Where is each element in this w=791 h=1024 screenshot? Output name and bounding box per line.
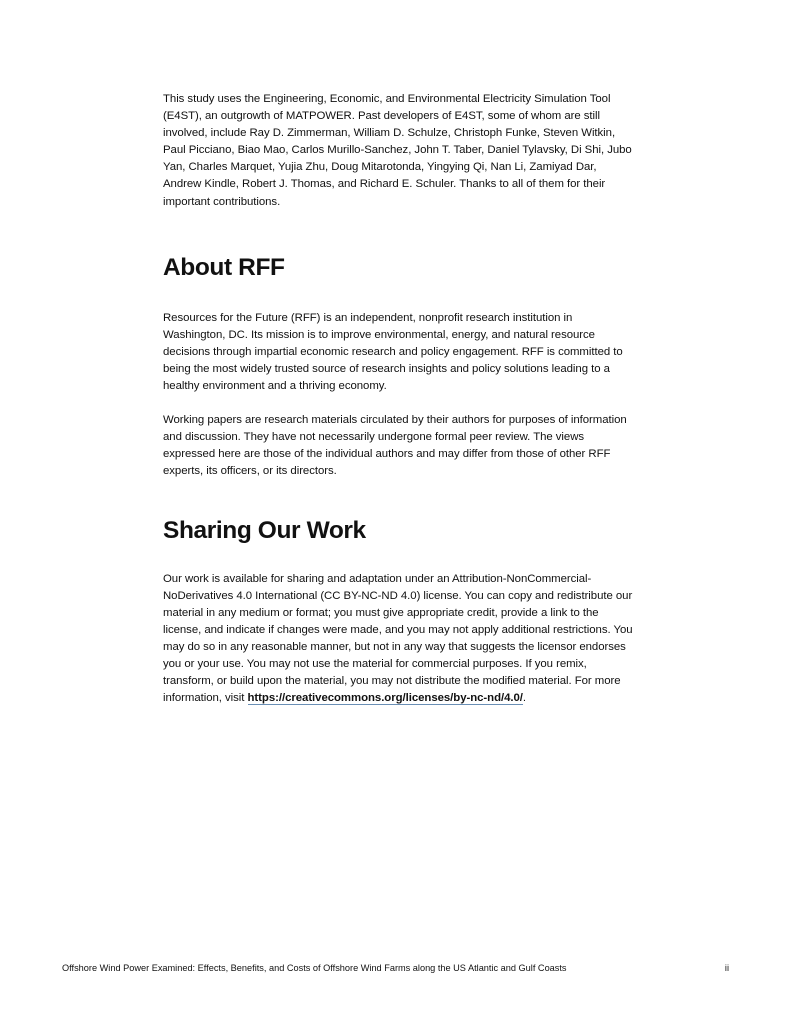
about-paragraph-1: Resources for the Future (RFF) is an independent, nonprofit research institution in Washington, DC. Its mission is to improve environmental, energy, and natural resource decisions through impartial economic research and policy engagement. RFF is committed to being the most widely trusted source of research insights and policy solutions leading to a healthy environment and a thriving economy. (163, 311, 623, 393)
sharing-paragraph (163, 571, 633, 708)
page-number: ii (724, 963, 729, 973)
intro-paragraph: This study uses the Engineering, Economic, and Environmental Electricity Simulation Tool (E4ST), an outgrowth of MATPOWER. Past developers of E4ST, some of whom are still involved, include Ray D. Zimmerman, William D. Schulze, Christoph Funke, Steven Witkin, Paul Picciano, Biao Mao, Carlos Murillo-Sanchez, John T. Taber, Daniel Tylavsky, Di Shi, Jubo Yan, Charles Marquet, Yujia Zhu, Doug Mitarotonda, Yingying Qi, Nan Li, Zamiyad Dar, Andrew Kindle, Robert J. Thomas, and Richard E. Schuler. Thanks to all of them for their important contributions. (163, 93, 632, 208)
about-rff-heading: About RFF (163, 253, 285, 281)
about-paragraph-2: Working papers are research materials circulated by their authors for purposes of information and discussion. They have not necessarily undergone formal peer review. The views expressed here are those of the individual authors and may differ from those of other RFF experts, its officers, or its directors. (163, 414, 627, 478)
sharing-heading: Sharing Our Work (163, 516, 366, 544)
sharing-paragraph-trailing: . (522, 692, 527, 705)
license-link[interactable]: https://creativecommons.org/licenses/by-nc-nd/4.0/ (247, 692, 523, 705)
footer-title: Offshore Wind Power Examined: Effects, Benefits, and Costs of Offshore Wind Farms along the US Atlantic and Gulf Coasts (62, 963, 567, 973)
page-content (163, 91, 633, 707)
sharing-paragraph-text: Our work is available for sharing and adaptation under an Attribution-NonCommercial-NoDerivatives 4.0 International (CC BY-NC-ND 4.0) license. You can copy and redistribute our material in any medium or format; you must give appropriate credit, provide a link to the license, and indicate if changes were made, and you may not apply additional restrictions. You may do so in any reasonable manner, but not in any way that suggests the licensor endorses you or your use. You may not use the material for commercial purposes. If you remix, transform, or build upon the material, you may not distribute the modified material. For more information, visit (163, 572, 633, 705)
